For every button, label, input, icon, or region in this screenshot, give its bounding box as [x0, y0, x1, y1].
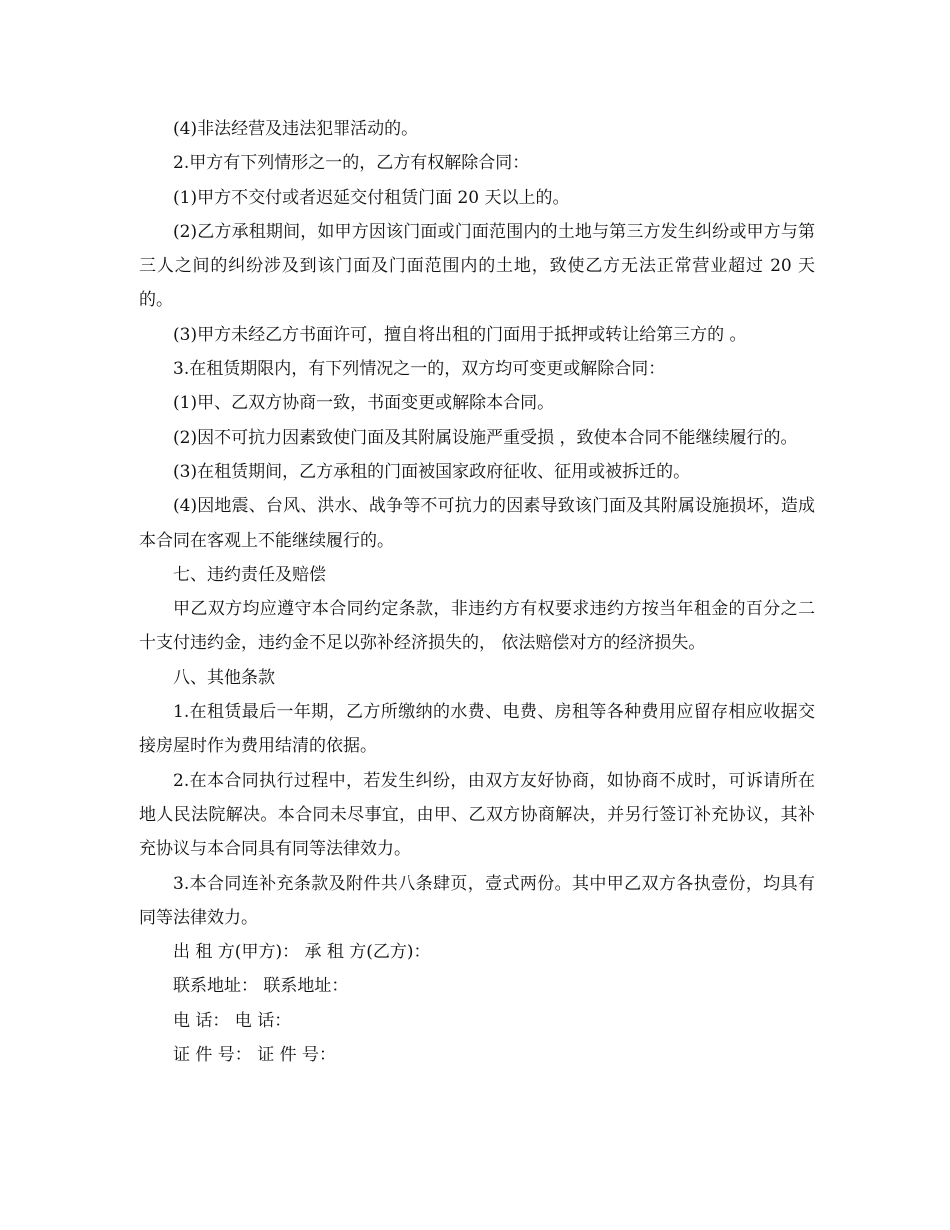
- signature-party-line: 出 租 方(甲方)： 承 租 方(乙方)：: [173, 942, 431, 963]
- clause-paragraph: 2.甲方有下列情形之一的，乙方有权解除合同：: [173, 153, 530, 174]
- clause-paragraph: (2)因不可抗力因素致使门面及其附属设施严重受损 ，致使本合同不能继续履行的。: [173, 427, 798, 448]
- document-body: [139, 112, 815, 1072]
- clause-paragraph: (3)甲方未经乙方书面许可，擅自将出租的门面用于抵押或转让给第三方的 。: [173, 324, 747, 345]
- clause-paragraph: (2)乙方承租期间，如甲方因该门面或门面范围内的土地与第三方发生纠纷或甲方与第三人之间的纠纷涉及到该门面及门面范围内的土地，致使乙方无法正常营业超过 20 天的。: [139, 221, 815, 311]
- clause-paragraph: (1)甲、乙双方协商一致，书面变更或解除本合同。: [173, 393, 555, 414]
- clause-paragraph: (1)甲方不交付或者迟延交付租赁门面 20 天以上的。: [173, 187, 570, 208]
- signature-address-line: 联系地址： 联系地址：: [173, 976, 349, 997]
- clause-paragraph: 甲乙双方均应遵守本合同约定条款，非违约方有权要求违约方按当年租金的百分之二十支付违约金，违约金不足以弥补经济损失的， 依法赔偿对方的经济损失。: [139, 599, 815, 654]
- clause-paragraph: 3.本合同连补充条款及附件共八条肆页，壹式两份。其中甲乙双方各执壹份，均具有同等法律效力。: [139, 873, 815, 928]
- clause-paragraph: 2.在本合同执行过程中，若发生纠纷，由双方友好协商，如协商不成时，可诉请所在地人民法院解决。本合同未尽事宜，由甲、乙双方协商解决，并另行签订补充协议，其补充协议与本合同具有同等法律效力。: [139, 770, 815, 860]
- section-heading: 七、违约责任及赔偿: [173, 564, 326, 585]
- clause-paragraph: (4)因地震、台风、洪水、战争等不可抗力的因素导致该门面及其附属设施损坏，造成本合同在客观上不能继续履行的。: [139, 496, 815, 551]
- clause-paragraph: (4)非法经营及违法犯罪活动的。: [173, 119, 419, 139]
- signature-phone-line: 电 话： 电 话：: [173, 1010, 292, 1031]
- signature-id-line: 证 件 号： 证 件 号：: [173, 1045, 337, 1066]
- clause-paragraph: (3)在租赁期间，乙方承租的门面被国家政府征收、征用或被拆迁的。: [173, 461, 691, 482]
- clause-paragraph: 1.在租赁最后一年期，乙方所缴纳的水费、电费、房租等各种费用应留存相应收据交接房屋时作为费用结清的依据。: [139, 702, 815, 757]
- clause-paragraph: 3.在租赁期限内，有下列情况之一的，双方均可变更或解除合同：: [173, 359, 666, 380]
- section-heading: 八、其他条款: [173, 667, 275, 688]
